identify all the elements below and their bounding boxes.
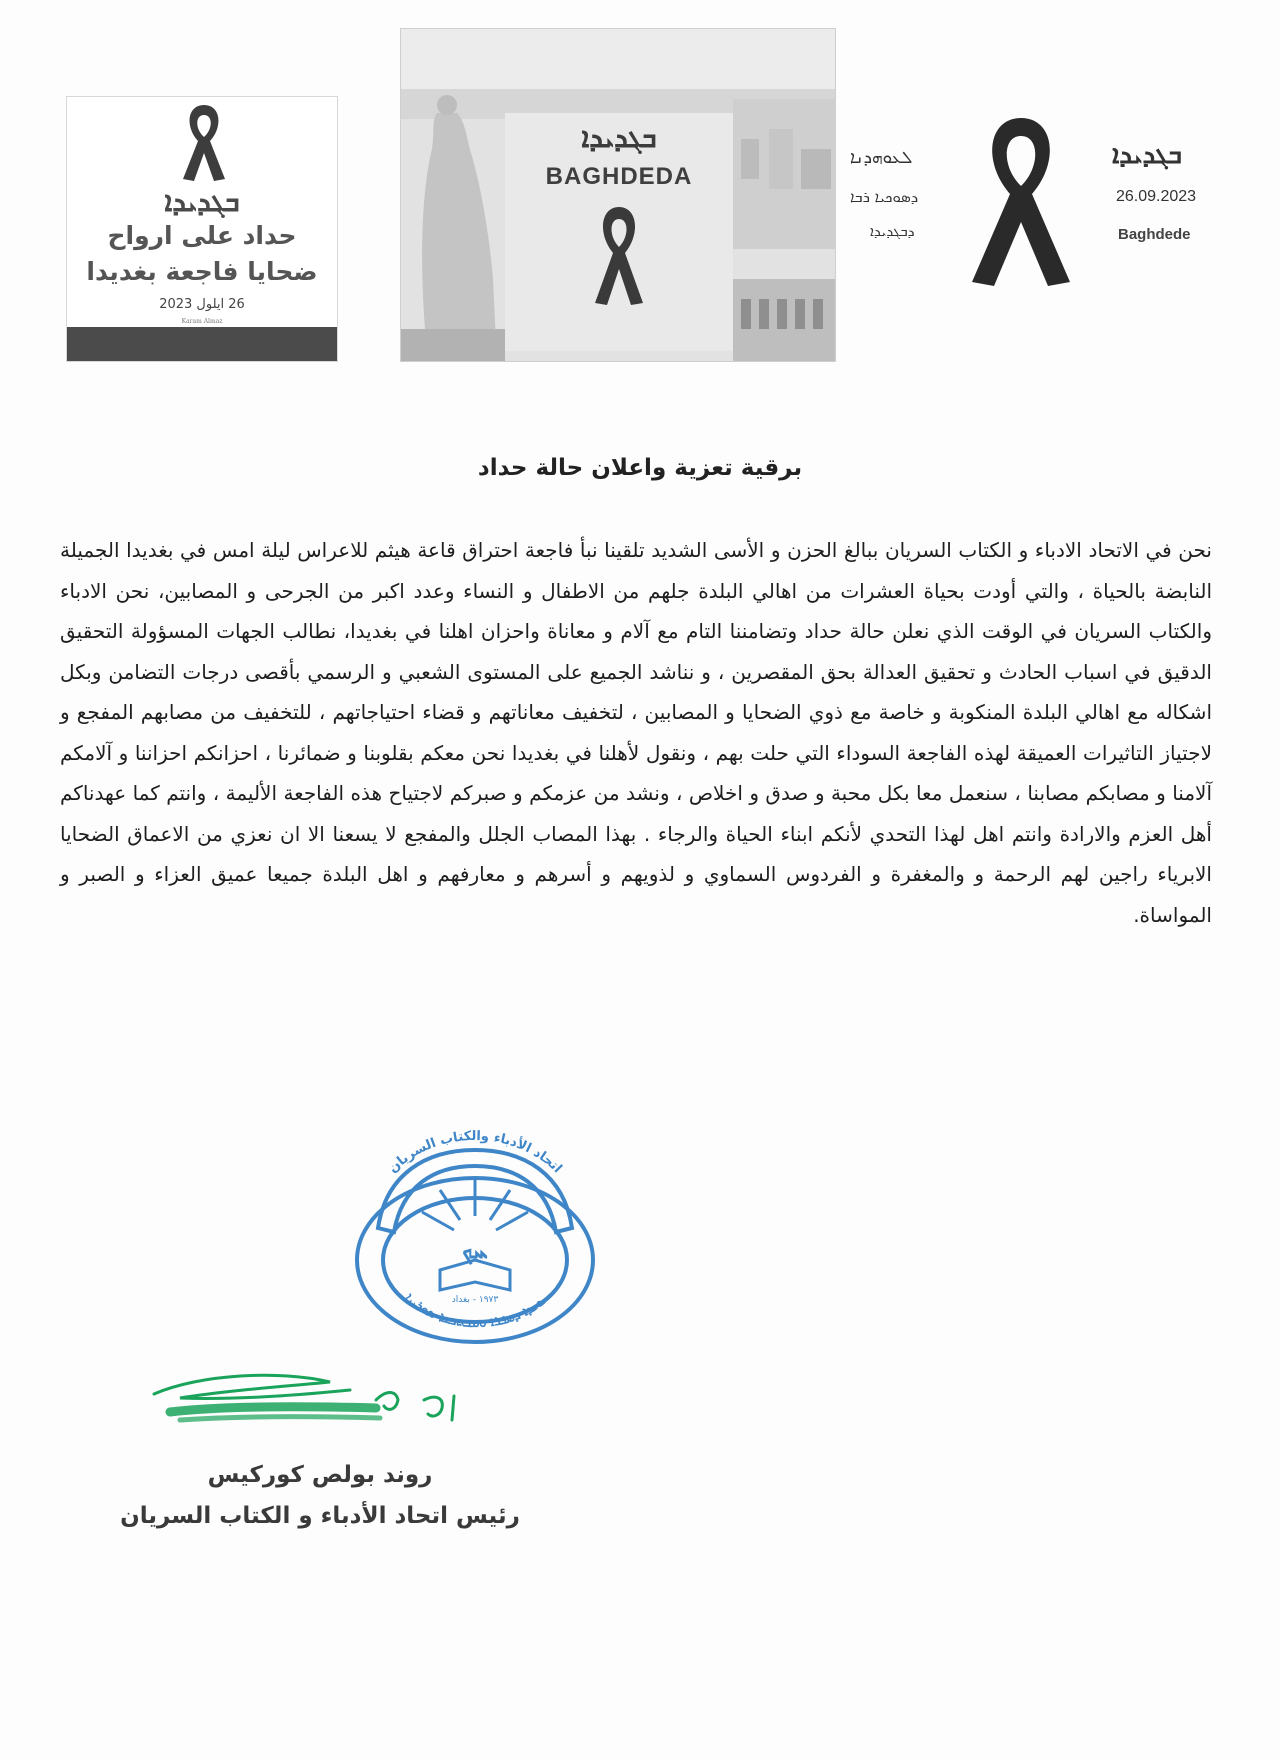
town-name: BAGHDEDA — [545, 163, 693, 190]
place-name: Baghdede — [1118, 226, 1191, 243]
dark-band — [67, 327, 337, 361]
mourning-date: 26 ايلول 2023 — [159, 297, 245, 312]
card-author: Karam Almaz — [181, 318, 223, 325]
syriac-title: ܒܓܕܝܕܐ — [581, 121, 657, 154]
seal-ring-text: اتحاد الأدباء والكتاب السريان — [385, 1128, 565, 1177]
letter-body: نحن في الاتحاد الادباء و الكتاب السريان ببالغ الحزن و الأسى الشديد تلقينا نبأ فاجعة احتراق قاعة هيثم للاعراس ليلة امس في بغديدا الجميلة النابضة بالحياة ، والتي أودت بحياة العشرات من اهالي البلدة جلهم من الاطفال و النساء وعدد اكبر من الجرحى و المصابين، نحن الادباء والكتاب السريان في الوقت الذي نعلن حالة حداد وتضامننا التام مع آلام و معاناة واحزان اهلنا في بغديدا، نطالب الجهات المسؤولة التحقيق الدقيق في اسباب الحادث و تحقيق العدالة بحق المقصرين ، و نناشد الجميع على المستوى الشعبي و الرسمي بأقصى درجات التضامن وبكل اشكاله مع اهالي البلدة المنكوبة و خاصة مع ذوي الضحايا و المصابين ، لتخفيف معاناتهم و قضاء احتياجاتهم ، للتخفيف من مصابهم المفجع و لاجتياز التاثيرات العميقة لهذه الفاجعة السوداء التي حلت بهم ، ونقول لأهلنا في بغديدا نحن معكم بقلوبنا و ضمائرنا ، احزانكم احزاننا و آلامكم آلامنا و مصابكم مصابنا ، سنعمل معا بكل محبة و صدق و اخلاص ، ونشد من عزمكم و صبركم لاجتياح هذه الفاجعة الأليمة ، وانتم كما عهدناكم أهل العزم والارادة وانتم اهل لهذا التحدي لأنكم ابناء الحياة والرجاء . بهذا المصاب الجلل والمفجع لا يسعنا الا ان نعزي من الاعماق الضحايا الابرياء راجين لهم الرحمة و والمغفرة و الفردوس السماوي و لذويهم و أسرهم و معارفهم و اهل البلدة جميعا عميق العزاء و الصبر و المواساة. — [60, 538, 1212, 927]
english-date: 26.09.2023 — [1116, 188, 1197, 205]
seal-syriac-ring: ܚܘܝܕܐ ܕܣܦܪܐ ܘܡܟܬܒܢܐ ܣܘܪܝܝܐ — [401, 1290, 553, 1332]
syriac-line-3: ܕܒܓܕܝܕܐ — [870, 224, 915, 240]
signer-name: روند بولص كوركيس — [207, 1462, 433, 1488]
mourning-card-right — [850, 104, 1230, 294]
letter-title: برقية تعزية واعلان حالة حداد — [477, 455, 803, 481]
mourning-line-1: حداد على ارواح — [107, 221, 297, 250]
syriac-line-2: ܕܣܘܟܝܐ ܪܒܐ — [850, 188, 919, 206]
syriac-title: ܒܓܕܝܕܐ — [1112, 140, 1182, 170]
black-ribbon-icon — [589, 203, 649, 307]
mourning-line-2: ضحايا فاجعة بغديدا — [86, 257, 318, 286]
mourning-card-left — [66, 96, 338, 362]
black-ribbon-icon — [177, 101, 231, 183]
signer-title: رئيس اتحاد الأدباء و الكتاب السريان — [120, 1503, 520, 1529]
syriac-line-1: ܠܥܘܗܕܢܐ — [850, 148, 913, 168]
baghdeda-photo-card — [400, 28, 836, 362]
black-ribbon-icon — [966, 114, 1076, 288]
union-seal — [330, 1120, 620, 1350]
seal-year: ١٩٧٣ - بغداد — [451, 1295, 499, 1305]
syriac-title: ܒܓܕܝܕܐ — [164, 185, 240, 218]
seal-center-text: ܚܟ — [462, 1235, 488, 1265]
handwritten-signature — [140, 1360, 470, 1440]
